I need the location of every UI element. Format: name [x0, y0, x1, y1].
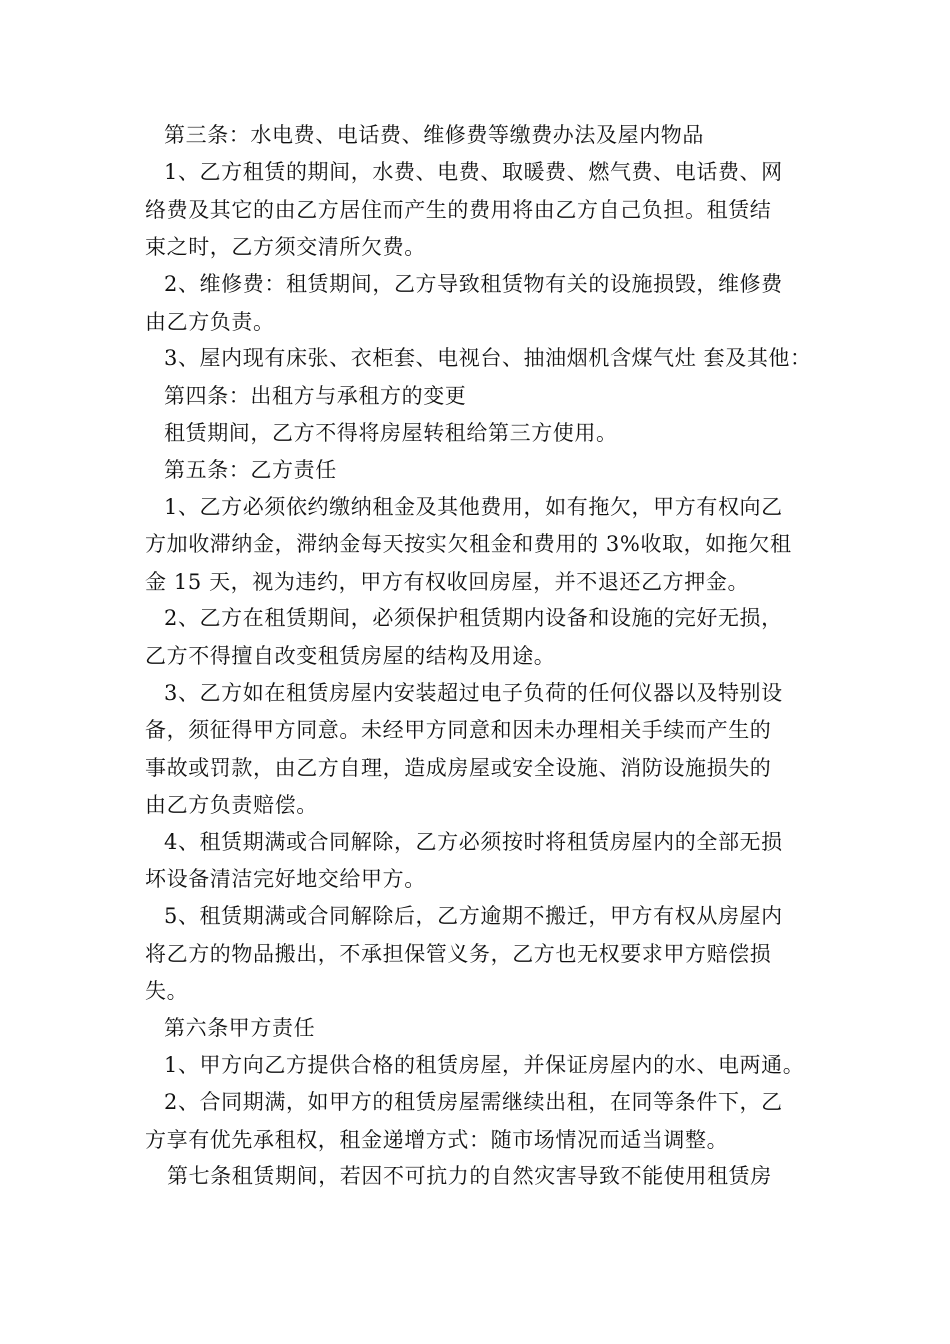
paragraph-line: 由乙方负责。 — [145, 310, 275, 334]
paragraph-line: 3、乙方如在租赁房屋内安装超过电子负荷的任何仪器以及特别设 — [164, 681, 783, 705]
article-5-heading: 第五条：乙方责任 — [164, 458, 337, 482]
paragraph-line: 束之时，乙方须交清所欠费。 — [145, 235, 426, 259]
paragraph-line: 3、屋内现有床张、衣柜套、电视台、抽油烟机含煤气灶 套及其他： — [164, 346, 812, 370]
paragraph-line: 方享有优先承租权，租金递增方式：随市场情况而适当调整。 — [145, 1128, 729, 1152]
paragraph-line: 租赁期间，乙方不得将房屋转租给第三方使用。 — [164, 421, 618, 445]
paragraph-line: 由乙方负责赔偿。 — [145, 793, 318, 817]
article-3-heading: 第三条：水电费、电话费、维修费等缴费办法及屋内物品 — [164, 123, 704, 147]
paragraph-line: 失。 — [145, 979, 189, 1003]
paragraph-line: 坏设备清洁完好地交给甲方。 — [145, 867, 426, 891]
paragraph-line: 备，须征得甲方同意。未经甲方同意和因未办理相关手续而产生的 — [145, 718, 772, 742]
paragraph-line: 金 15 天，视为违约，甲方有权收回房屋，并不退还乙方押金。 — [145, 570, 750, 594]
paragraph-line: 络费及其它的由乙方居住而产生的费用将由乙方自己负担。租赁结 — [145, 198, 772, 222]
paragraph-line: 乙方不得擅自改变租赁房屋的结构及用途。 — [145, 644, 556, 668]
paragraph-line: 事故或罚款，由乙方自理，造成房屋或安全设施、消防设施损失的 — [145, 756, 772, 780]
paragraph-line: 1、乙方租赁的期间，水费、电费、取暖费、燃气费、电话费、网 — [164, 160, 783, 184]
article-6-heading: 第六条甲方责任 — [164, 1016, 316, 1040]
paragraph-line: 4、租赁期满或合同解除，乙方必须按时将租赁房屋内的全部无损 — [164, 830, 783, 854]
article-4-heading: 第四条：出租方与承租方的变更 — [164, 384, 467, 408]
paragraph-line: 方加收滞纳金，滞纳金每天按实欠租金和费用的 3%收取，如拖欠租 — [145, 532, 792, 556]
paragraph-line: 1、甲方向乙方提供合格的租赁房屋，并保证房屋内的水、电两通。 — [164, 1053, 805, 1077]
paragraph-line: 2、维修费：租赁期间，乙方导致租赁物有关的设施损毁，维修费 — [164, 272, 783, 296]
paragraph-line: 2、乙方在租赁期间，必须保护租赁期内设备和设施的完好无损， — [164, 606, 783, 630]
paragraph-line: 1、乙方必须依约缴纳租金及其他费用，如有拖欠，甲方有权向乙 — [164, 495, 783, 519]
paragraph-line: 将乙方的物品搬出，不承担保管义务，乙方也无权要求甲方赔偿损 — [145, 942, 772, 966]
paragraph-line: 2、合同期满，如甲方的租赁房屋需继续出租，在同等条件下，乙 — [164, 1090, 783, 1114]
paragraph-line: 5、租赁期满或合同解除后，乙方逾期不搬迁，甲方有权从房屋内 — [164, 904, 783, 928]
article-7-line: 第七条租赁期间，若因不可抗力的自然灾害导致不能使用租赁房 — [167, 1164, 772, 1188]
